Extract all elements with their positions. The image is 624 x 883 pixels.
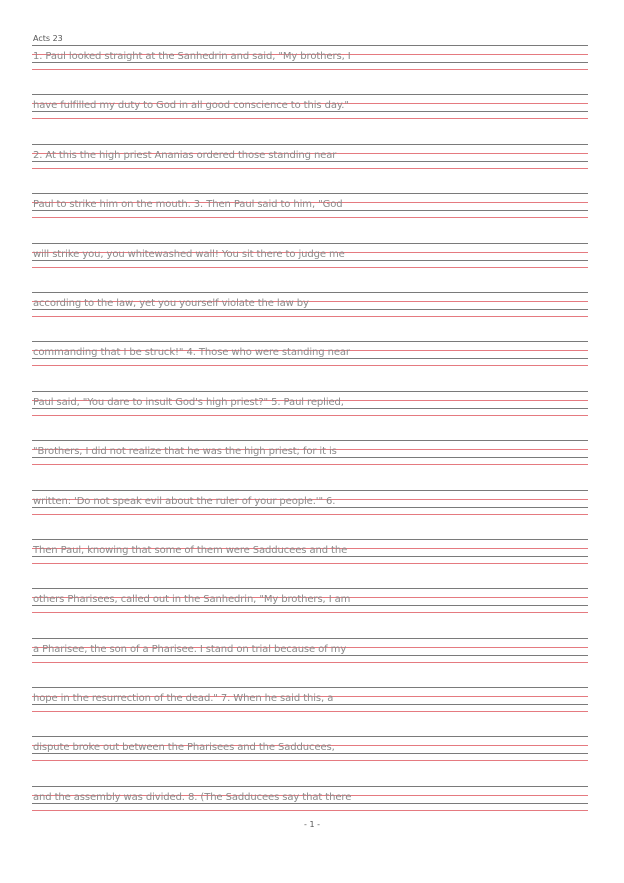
tracing-line [32, 736, 588, 785]
guide-rule-desc [32, 563, 588, 564]
guide-rule-desc [32, 316, 588, 317]
guide-rule-desc [32, 415, 588, 416]
tracing-text: have fulfilled my duty to God in all good conscience to this day." [33, 100, 349, 112]
tracing-line [32, 341, 588, 390]
guide-rule-desc [32, 69, 588, 70]
tracing-line [32, 490, 588, 539]
tracing-text: others Pharisees, called out in the Sanhedrin, "My brothers, I am [33, 594, 351, 606]
tracing-text: dispute broke out between the Pharisees and the Sadducees, [33, 742, 335, 754]
tracing-line [32, 292, 588, 341]
tracing-text: will strike you, you whitewashed wall! You sit there to judge me [33, 248, 345, 260]
tracing-line [32, 144, 588, 193]
tracing-text: 1. Paul looked straight at the Sanhedrin and said, "My brothers, I [33, 51, 351, 62]
tracing-text: Paul to strike him on the mouth. 3. Then Paul said to him, "God [33, 199, 343, 211]
tracing-text: hope in the resurrection of the dead." 7. When he said this, a [33, 693, 334, 705]
tracing-text: Then Paul, knowing that some of them were Sadducees and the [33, 544, 348, 556]
tracing-line [32, 539, 588, 588]
tracing-line [32, 243, 588, 292]
guide-rule-desc [32, 760, 588, 761]
guide-rule-desc [32, 514, 588, 515]
guide-rule-desc [32, 118, 588, 119]
page-title: Acts 23 [33, 34, 63, 43]
guide-rule-desc [32, 168, 588, 169]
guide-rule-desc [32, 464, 588, 465]
guide-rule-desc [32, 662, 588, 663]
tracing-line [32, 588, 588, 637]
tracing-line [32, 440, 588, 489]
tracing-text: and the assembly was divided. 8. (The Sadducees say that there [33, 791, 352, 803]
tracing-line [32, 94, 588, 143]
tracing-text: according to the law, yet you yourself violate the law by [33, 297, 309, 309]
guide-rule-desc [32, 612, 588, 613]
tracing-text: "Brothers, I did not realize that he was the high priest; for it is [33, 446, 337, 458]
guide-rule-desc [32, 365, 588, 366]
tracing-text: 2. At this the high priest Ananias ordered those standing near [33, 149, 337, 161]
tracing-line [32, 45, 588, 94]
page-number: - 1 - [304, 820, 320, 829]
tracing-line [32, 193, 588, 242]
tracing-line [32, 638, 588, 687]
tracing-text: commanding that I be struck!" 4. Those who were standing near [33, 347, 350, 359]
tracing-line [32, 391, 588, 440]
tracing-line [32, 687, 588, 736]
tracing-text: a Pharisee, the son of a Pharisee. I stand on trial because of my [33, 643, 347, 655]
guide-rule-desc [32, 711, 588, 712]
handwriting-lines [32, 45, 588, 835]
guide-rule-desc [32, 267, 588, 268]
guide-rule-desc [32, 810, 588, 811]
guide-rule-desc [32, 217, 588, 218]
tracing-text: Paul said, "You dare to insult God's high priest?" 5. Paul replied, [33, 396, 344, 408]
tracing-text: written: 'Do not speak evil about the ruler of your people.'" 6. [33, 495, 336, 507]
